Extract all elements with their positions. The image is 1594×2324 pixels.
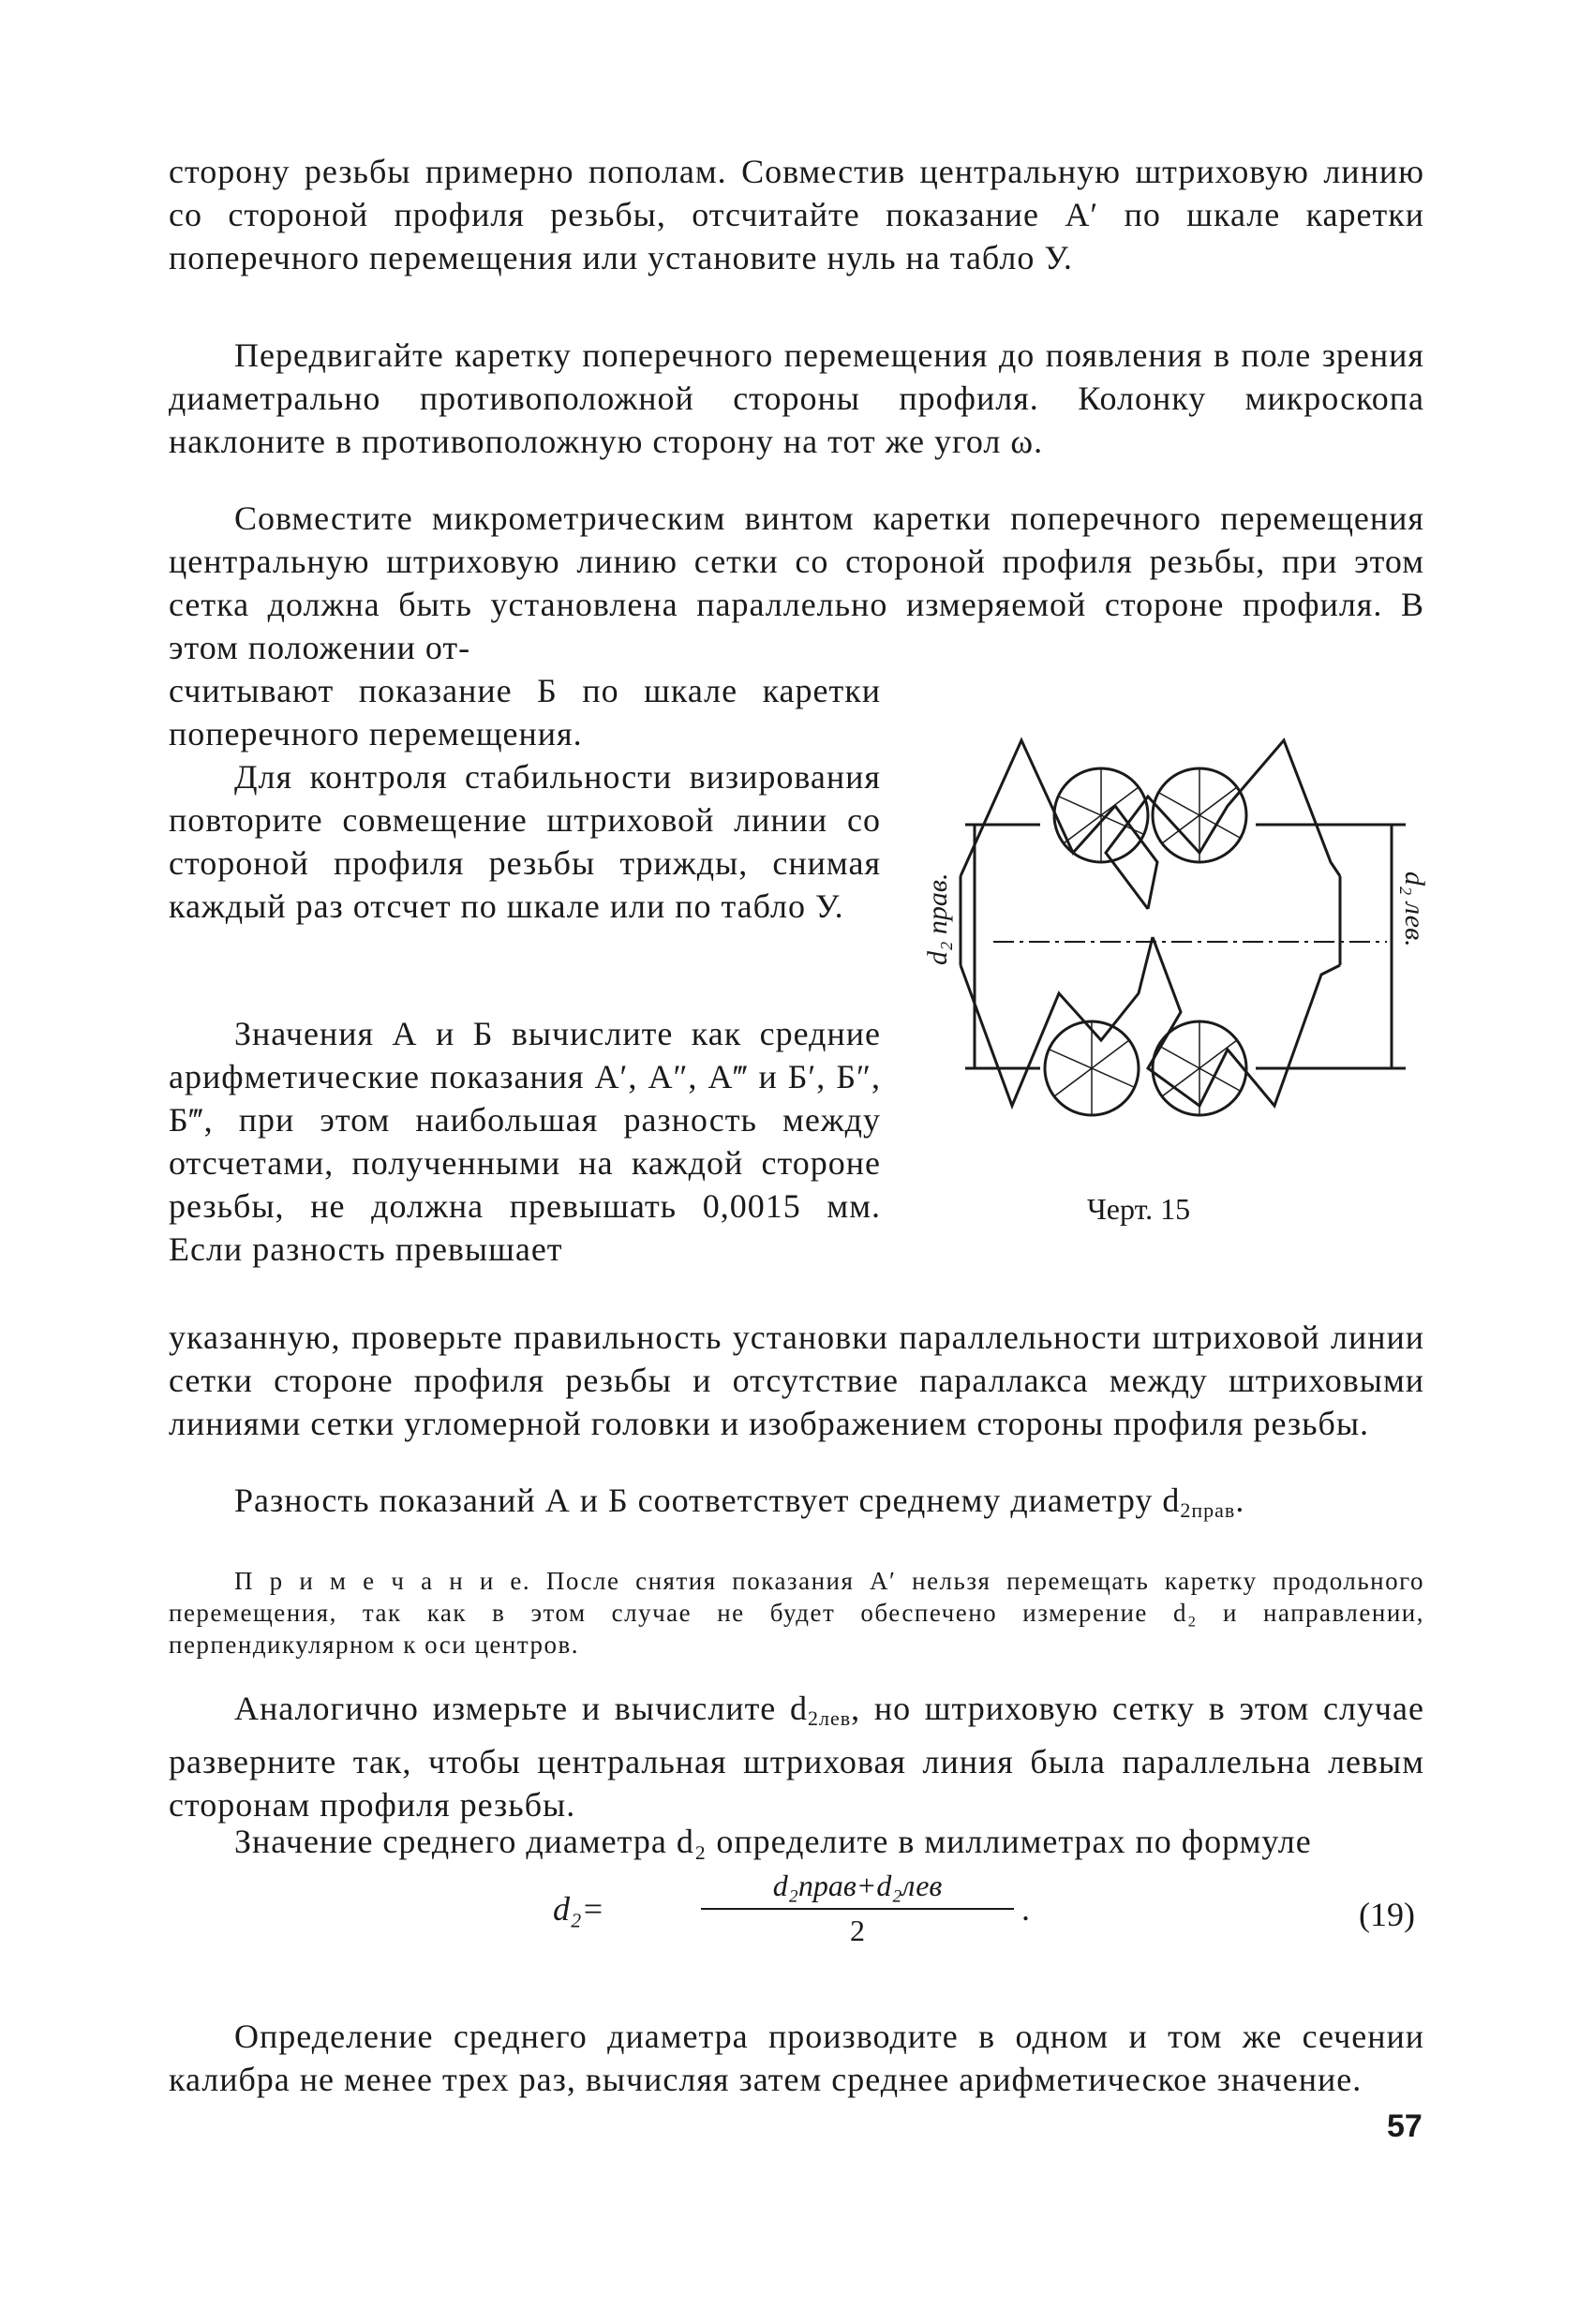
paragraph-7-subscript: 2лев <box>807 1706 852 1730</box>
paragraph-3-continued: считывают показание Б по шкале каретки поперечного перемещения. <box>169 672 881 752</box>
paragraph-5: Значения А и Б вычислите как средние арифметические показания А′, А″, А‴ и Б′, Б″, Б‴, при этом наибольшая разность между отсчетами, полученными на каждой стороне резьбы, не должна превышать 0,0015 мм. Если разность превышает <box>169 1015 881 1268</box>
paragraph-1: сторону резьбы примерно пополам. Совместив центральную штриховую линию со стороной профиля резьбы, отсчитайте показание А′ по шкале каретки поперечного перемещения или установите нуль на табло У. <box>169 153 1424 276</box>
paragraph-7-text: Аналогично измерьте и вычислите d <box>234 1690 808 1727</box>
formula-number: (19) <box>1359 1896 1415 1933</box>
page-number: 57 <box>1387 2108 1423 2144</box>
paragraph-5-continued: указанную, проверьте правильность установки параллельности штриховой линии сетки стороне профиля резьбы и отсутствие параллакса между штриховыми линиями сетки угломерной головки и изображением стороны профиля резьбы. <box>169 1318 1424 1442</box>
ball-lower-left <box>1045 1021 1139 1115</box>
label-d2-left: d₂ лев. <box>1399 872 1430 947</box>
formula-numerator: d₂прав+d₂лев <box>772 1869 943 1902</box>
paragraph-7-end: , но штриховую сетку в этом случае разверните так, чтобы центральная штриховая линия была параллельна левым сторонам профиля резьбы. <box>169 1690 1424 1824</box>
paragraph-6-end: . <box>1235 1482 1245 1519</box>
formula-fraction-bar <box>701 1908 1014 1910</box>
formula-denominator: 2 <box>850 1914 865 1947</box>
paragraph-2: Передвигайте каретку поперечного перемещения до появления в поле зрения диаметрально противоположной стороны профиля. Колонку микроскопа наклоните в противоположную сторону на тот же угол ω. <box>169 336 1424 460</box>
ball-lower-right <box>1153 1021 1246 1115</box>
lower-thread-profile <box>961 937 1153 1106</box>
formula-lhs: d₂= <box>553 1890 604 1928</box>
paragraph-6-text: Разность показаний А и Б соответствует среднему диаметру d <box>234 1482 1181 1519</box>
paragraph-8: Значение среднего диаметра d₂ определите в миллиметрах по формуле <box>234 1823 1312 1860</box>
thread-measurement-figure <box>918 693 1443 1162</box>
paragraph-6 <box>169 1479 1424 1532</box>
paragraph-9: Определение среднего диаметра производите в одном и том же сечении калибра не менее трех раз, вычисляя затем среднее арифметическое значение. <box>169 2018 1424 2098</box>
paragraph-3: Совместите микрометрическим винтом каретки поперечного перемещения центральную штриховую линию сетки со стороной профиля резьбы, при этом сетка должна быть установлена параллельно измеряемой стороне профиля. В этом положении от- <box>169 499 1424 666</box>
note: П р и м е ч а н и е. После снятия показания А′ нельзя перемещать каретку продольного перемещения, так как в этом случае не будет обеспечено измерение d₂ и направлении, перпендикулярном к оси центров. <box>169 1567 1424 1659</box>
label-d2-right: d₂ прав. <box>922 872 953 965</box>
figure-caption: Черт. 15 <box>1087 1192 1191 1226</box>
formula-period: . <box>1021 1890 1030 1928</box>
formula-19 <box>553 1869 1443 1959</box>
paragraph-6-subscript: 2прав <box>1180 1498 1236 1522</box>
paragraph-7 <box>169 1687 1424 1826</box>
paragraph-4: Для контроля стабильности визирования повторите совмещение штриховой линии со стороной профиля резьбы трижды, снимая каждый раз отсчет по шкале или по табло У. <box>169 758 881 925</box>
